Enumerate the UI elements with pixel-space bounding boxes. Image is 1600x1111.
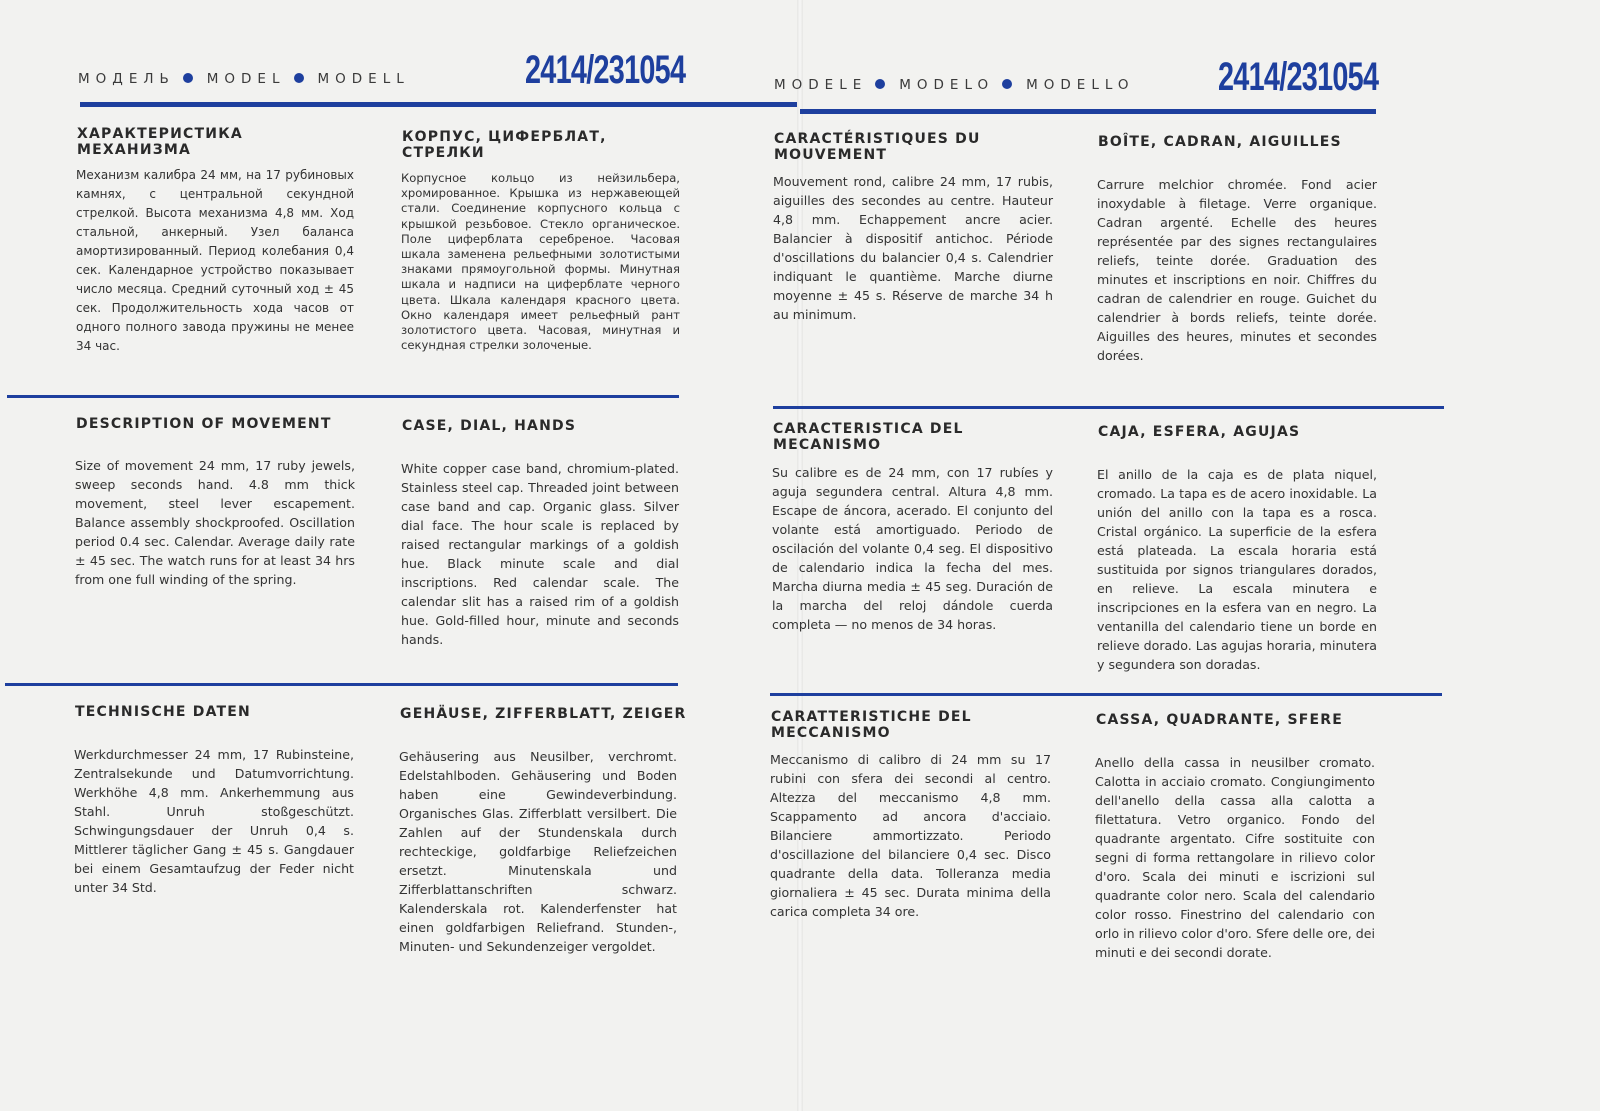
fr-movement-title: CARACTÉRISTIQUES DU MOUVEMENT [774,131,981,163]
it-case-text: Anello della cassa in neusilber cromato. Calotta in acciaio cromato. Congiungimento dell'anello della cassa alla calotta a filettatura. Vetro organico. Fondo del quadrante argentato. Cifre sostituite con segni di forma rettangolare in rilievo color d'oro. Scala dei minuti e iscrizioni sul quadrante color nero. Scala del calendario color rosso. Finestrino del calendario con orlo in rilievo color d'oro. Sfere delle ore, dei minuti e dei secondi dorate. [1095,755,1375,960]
fr-case-text: Carrure melchior chromée. Fond acier inoxydable à filetage. Verre organique. Cadran argenté. Echelle des heures représentée par des signes rectangulaires reliefs, teinte dorée. Graduation des minutes et inscriptions en noir. Chiffres du cadran de calendrier en rouge. Guichet du calendrier à bords reliefs, teinte dorée. Aiguilles des heures, minutes et secondes dorées. [1097,177,1377,363]
header-rule [80,102,800,107]
en-movement-title: DESCRIPTION OF MOVEMENT [76,416,332,432]
model-label-row [774,77,1135,93]
section-rule [770,693,1442,696]
section-rule [5,683,678,686]
bullet-dot-icon [183,73,193,83]
ru-movement-text: Механизм калибра 24 мм, на 17 рубиновых камнях, с центральной секундной стрелкой. Высота механизма 4,8 мм. Ход стальной, анкерный. Узел баланса амортизированный. Период колебания 0,4 сек. Календарное устройство показывает число месяца. Средний суточный ход ± 45 сек. Продолжительность хода часов от одного полного завода пружины не менее 34 час. [76,168,354,353]
fr-case-title: BOÎTE, CADRAN, AIGUILLES [1098,134,1342,150]
model-label-fr: MODELE [774,77,868,93]
model-label-de: MODELL [317,71,410,87]
de-movement-title: TECHNISCHE DATEN [75,704,251,720]
it-case-title: CASSA, QUADRANTE, SFERE [1096,712,1344,728]
header-rule [800,109,1376,114]
right-page [770,0,1600,1111]
en-case-text: White copper case band, chromium-plated. Stainless steel cap. Threaded joint between case band and cap. Organic glass. Silver dial face. The hour scale is replaced by raised rectangular markings of a goldish hue. Black minute scale and dial inscriptions. Red calendar scale. The calendar slit has a raised rim of a goldish hue. Gold-filled hour, minute and seconds hands. [401,461,679,647]
es-movement-title: CARACTERISTICA DEL MECANISMO [773,421,964,453]
en-movement-text: Size of movement 24 mm, 17 ruby jewels, sweep seconds hand. 4.8 mm thick movement, steel lever escapement. Balance assembly shockproofed. Oscillation period 0.4 sec. Calendar. Average daily rate ± 45 sec. The watch runs for at least 34 hrs from one full winding of the spring. [75,458,355,587]
de-case-text: Gehäusering aus Neusilber, verchromt. Edelstahlboden. Gehäusering und Boden haben eine Gewindeverbindung. Organisches Glas. Zifferblatt versilbert. Die Zahlen auf der Stundenskala durch rechteckige, goldfarbige Reliefzeichen ersetzt. Minutenskala und Zifferblattanschriften schwarz. Kalenderskala rot. Kalenderfenster hat einen goldfarbigen Reliefrand. Stunden-, Minuten- und Sekundenzeiger vergoldet. [399,749,677,954]
model-label-es: MODELO [899,77,995,93]
ru-case-text: Корпусное кольцо из нейзильбера, хромированное. Крышка из нержавеющей стали. Соединение корпусного кольца с крышкой резьбовое. Стекло органическое. Поле циферблата серебреное. Часовая шкала заменена рельефными золотистыми знаками прямоугольной формы. Минутная шкала и надписи на циферблате черного цвета. Шкала календаря красного цвета. Окно календаря имеет рельефный рант золотистого цвета. Часовая, минутная и секундная стрелки золоченые. [401,171,680,353]
model-label-en: MODEL [206,71,286,87]
model-number: 2414/231054 [1218,55,1379,99]
en-case-title: CASE, DIAL, HANDS [402,418,577,434]
bullet-dot-icon [875,79,885,89]
it-movement-text: Meccanismo di calibro di 24 mm su 17 rubini con sfera dei secondi al centro. Altezza del meccanismo 4,8 mm. Scappamento ad ancora d'acciaio. Bilanciere ammortizzato. Periodo d'oscillazione del bilanciere 0,4 sec. Disco quadrante della data. Tolleranza media giornaliera ± 45 sec. Durata minima della carica completa 34 ore. [770,752,1051,919]
ru-movement-title: ХАРАКТЕРИСТИКА МЕХАНИЗМА [77,126,243,158]
section-rule [773,406,1444,409]
bullet-dot-icon [294,73,304,83]
it-movement-title: CARATTERISTICHE DEL MECCANISMO [771,709,972,741]
model-label-it: MODELLO [1026,77,1135,93]
es-movement-text: Su calibre es de 24 mm, con 17 rubíes y aguja segundera central. Altura 4,8 mm. Escape de áncora, acerado. El conjunto del volante está amortiguado. Periodo de oscilación del volante 0,4 seg. El dispositivo de calendario indica la fecha del mes. Marcha diurna media ± 45 seg. Duración de la marcha del reloj dándole cuerda completa — no menos de 34 horas. [772,465,1053,632]
es-case-title: CAJA, ESFERA, AGUJAS [1098,424,1301,440]
model-label-ru: МОДЕЛЬ [78,71,175,87]
model-number: 2414/231054 [525,48,686,92]
de-movement-text: Werkdurchmesser 24 mm, 17 Rubinsteine, Zentralsekunde und Datumvorrichtung. Werkhöhe 4,8 mm. Ankerhemmung aus Stahl. Unruh stoßgeschützt. Schwingungsdauer der Unruh 0,4 s. Mittlerer täglicher Gang ± 45 s. Gangdauer bei einem Gesamtaufzug der Feder nicht unter 34 Std. [74,747,354,895]
de-case-title: GEHÄUSE, ZIFFERBLATT, ZEIGER [400,706,687,722]
model-label-row [78,71,410,87]
es-case-text: El anillo de la caja es de plata niquel, cromado. La tapa es de acero inoxidable. La unión del anillo con la tapa es a rosca. Cristal orgánico. La superficie de la esfera está plateada. La escala horaria está sustituida por signos triangulares dorados, en relieve. La escala minutera e inscripciones en la esfera van en negro. La ventanilla del calendario tiene un borde en relieve dorado. Las agujas horaria, minutera y segundera son doradas. [1097,467,1377,672]
fr-movement-text: Mouvement rond, calibre 24 mm, 17 rubis, aiguilles des secondes au centre. Hauteur 4,8 mm. Echappement ancre acier. Balancier à dispositif antichoc. Période d'oscillations du balancier 0,4 s. Calendrier indiquant le quantième. Marche diurne moyenne ± 45 s. Réserve de marche 34 h au minimum. [773,174,1053,322]
bullet-dot-icon [1002,79,1012,89]
section-rule [7,395,679,398]
ru-case-title: КОРПУС, ЦИФЕРБЛАТ, СТРЕЛКИ [402,129,607,161]
